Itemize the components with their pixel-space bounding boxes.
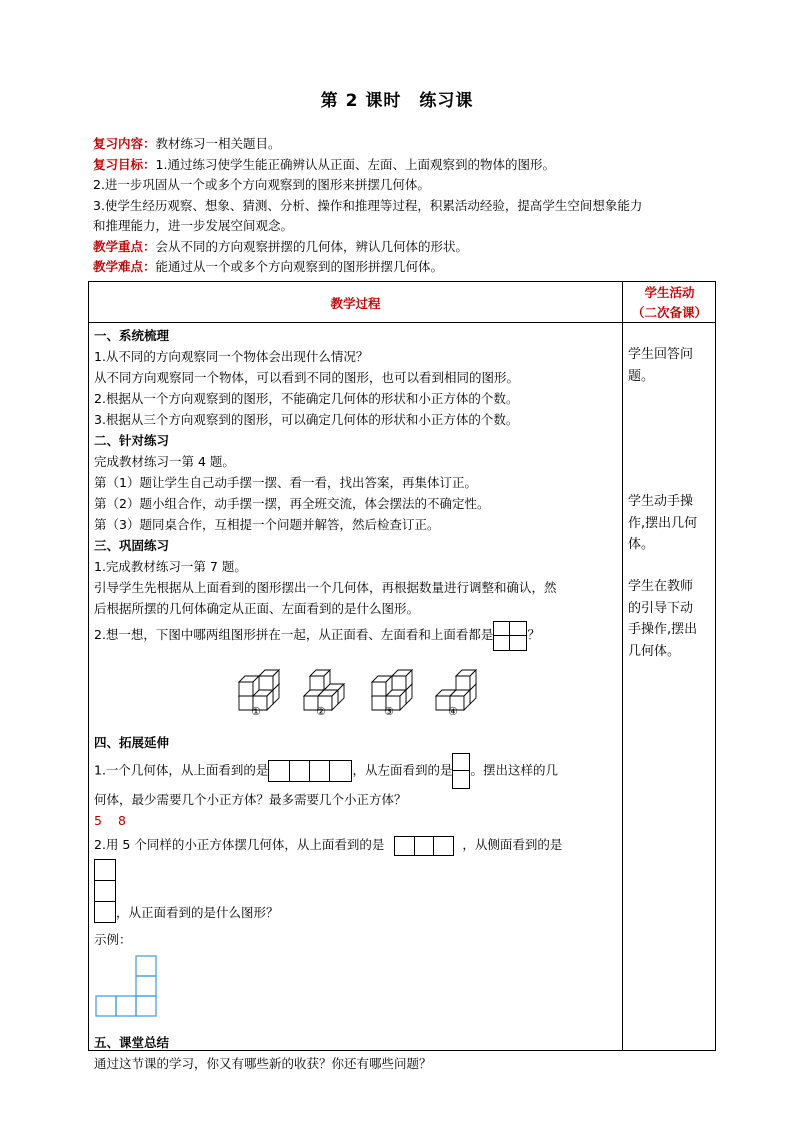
section-3-line2b: 后根据所摆的几何体确定从正面、左面看到的是什么图形。: [94, 601, 420, 616]
side-note-2: [628, 491, 712, 556]
section-4-line1-post: 。摆出这样的几: [470, 762, 558, 778]
section-5-line1: 通过这节课的学习，你又有哪些新的收获？你还有哪些问题？: [94, 1056, 432, 1071]
difficult-point: 能通过从一个或多个方向观察到的图形拼摆几何体。: [155, 259, 444, 274]
cube: [239, 676, 259, 696]
section-3-title: 三、巩固练习: [94, 538, 170, 553]
side-note-1: [628, 344, 712, 387]
cube: [259, 670, 279, 690]
section-2-line1: 完成教材练习一第 4 题。: [94, 454, 235, 469]
cube: [392, 670, 412, 690]
side-note-1b: 题。: [628, 368, 655, 384]
section-1-title: 一、系统梳理: [94, 328, 170, 343]
section-5-title: 五、课堂总结: [94, 1035, 170, 1050]
side-note-3a: 学生在教师: [628, 579, 694, 594]
cube-figures-row: [94, 654, 618, 716]
side-note-2b: 作,摆出几何: [628, 515, 698, 531]
side-note-2a: 学生动手操: [628, 494, 694, 509]
section-1-q1: 1.从不同的方向观察同一个物体会出现什么情况？: [94, 349, 369, 364]
figure-label: ③: [384, 705, 394, 716]
difficult-point-label: 教学难点：: [93, 259, 156, 274]
section-1-q2: 2.根据从一个方向观察到的图形，不能确定几何体的形状和小正方体的个数。: [94, 391, 519, 406]
side-view-3x1-icon: [94, 859, 116, 923]
section-2-line2: 第（1）题让学生自己动手摆一摆、看一看，找出答案，再集体订正。: [94, 475, 477, 490]
table-header-divider: [89, 322, 715, 323]
goal-2: 2.进一步巩固从一个或多个方向观察到的图形来拼摆几何体。: [93, 177, 430, 192]
side-note-3b: 的引导下动: [628, 600, 694, 616]
cube: [310, 670, 330, 690]
figure-label: ①: [251, 705, 261, 716]
page-title: 第 2 课时 练习课: [320, 91, 474, 111]
section-3-line3-post: ？: [527, 627, 540, 642]
review-content: 教材练习一相关题目。: [155, 136, 281, 151]
example-figure: [94, 954, 618, 1020]
header-student-activity: [623, 283, 716, 323]
goal-label: 复习目标：: [93, 156, 156, 172]
section-4-line1-mid: ，从左面看到的是: [352, 762, 453, 778]
lesson-table: [88, 281, 716, 1071]
review-content-label: 复习内容：: [93, 136, 156, 151]
goal-3b: 和推理能力，进一步发展空间观念。: [93, 218, 294, 233]
answer-min: 5: [94, 813, 102, 828]
section-1-q3: 3.根据从三个方向观察到的图形，可以确定几何体的形状和小正方体的个数。: [94, 412, 519, 427]
header-student-activity-line2: （二次备课）: [631, 305, 707, 320]
answer-max: 8: [117, 813, 126, 828]
key-point: 会从不同的方向观察拼摆的几何体，辨认几何体的形状。: [155, 238, 469, 254]
section-4-line2-post: ，从侧面看到的是: [462, 837, 563, 852]
side-note-2c: 体。: [628, 537, 655, 552]
section-2-title: 二、针对练习: [94, 433, 170, 448]
goal-1: 1.通过练习使学生能正确辨认从正面、左面、上面观察到的物体的图形。: [155, 156, 555, 172]
cube-figures: [94, 654, 618, 716]
example-label: 示例：: [94, 932, 132, 947]
section-4-title: 四、拓展延伸: [94, 735, 170, 750]
section-1-a1: 从不同方向观察同一个物体，可以看到不同的图形，也可以看到相同的图形。: [94, 370, 520, 385]
teaching-process-content: [94, 325, 618, 1074]
section-2-line3: 第（2）题小组合作，动手摆一摆，再全班交流，体会摆法的不确定性。: [94, 496, 490, 511]
cube: [372, 676, 392, 696]
section-2-line4: 第（3）题同桌合作，互相提一个问题并解答，然后检查订正。: [94, 517, 440, 532]
section-4-line1-pre: 1.一个几何体，从上面看到的是: [94, 762, 269, 778]
table-column-divider: [622, 282, 623, 1050]
section-3-line2a: 引导学生先根据从上面看到的图形摆出一个几何体，再根据数量进行调整和确认，然: [94, 580, 557, 595]
side-note-3: [628, 576, 712, 662]
cube: [456, 670, 476, 690]
side-note-3c: 手操作,摆出: [628, 622, 698, 637]
top-view-1x3-icon: [394, 836, 454, 856]
header-student-activity-line1: 学生活动: [644, 285, 695, 300]
figure-label: ④: [448, 705, 458, 716]
figure-label: ②: [316, 705, 326, 716]
lesson-intro: [93, 134, 713, 278]
key-point-label: 教学重点：: [93, 238, 156, 254]
square-2x2-icon: [493, 621, 527, 651]
section-3-line3-pre: 2.想一想，下图中哪两组图形拼在一起，从正面看、左面看和上面看都是: [94, 627, 494, 642]
section-4-line1b: 何体，最少需要几个小正方体？最多需要几个小正方体？: [94, 792, 407, 807]
top-view-1x4-icon: [268, 760, 352, 782]
section-4-line2-pre: 2.用 5 个同样的小正方体摆几何体，从上面看到的是: [94, 837, 385, 852]
goal-3a: 3.使学生经历观察、想象、猜测、分析、操作和推理等过程，积累活动经验，提高学生空间想象能力: [93, 197, 643, 213]
left-view-2x1-icon: [452, 753, 470, 789]
section-4-line2b: ，从正面看到的是什么图形？: [116, 905, 279, 920]
side-note-1a: 学生回答问: [628, 347, 694, 362]
header-teaching-process: 教学过程: [330, 296, 381, 311]
section-3-line1: 1.完成教材练习一第 7 题。: [94, 559, 247, 574]
example-l-shape: [94, 954, 164, 1020]
side-note-3d: 几何体。: [628, 643, 681, 659]
